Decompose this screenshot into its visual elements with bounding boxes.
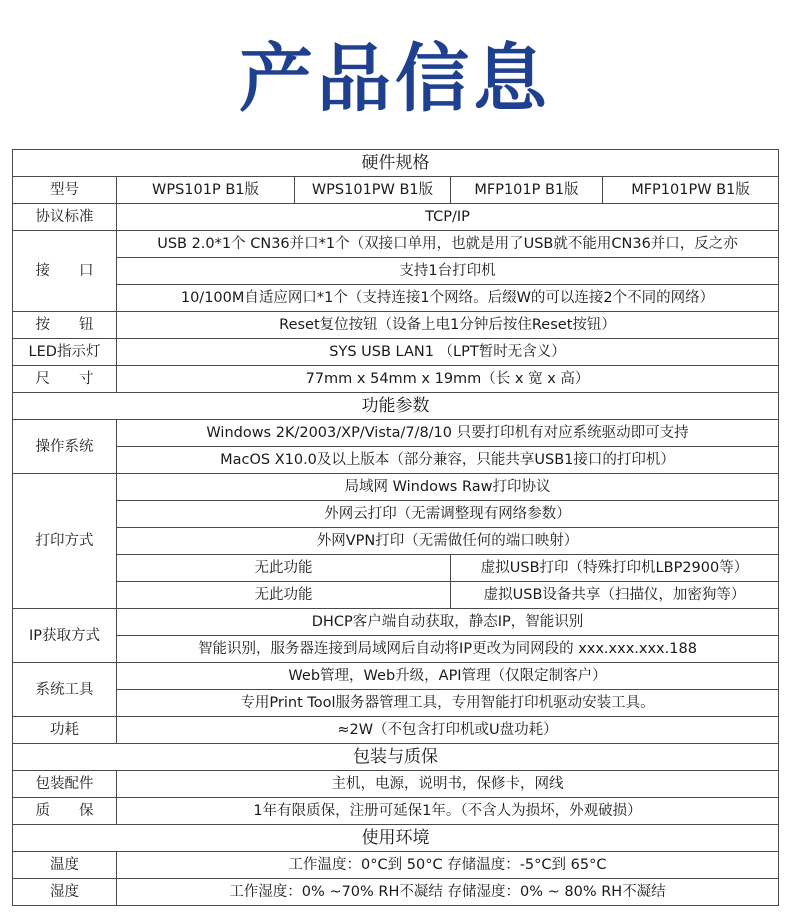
label-accessories: 包装配件	[13, 771, 117, 798]
label-led: LED指示灯	[13, 339, 117, 366]
value-print-right: 虚拟USB打印（特殊打印机LBP2900等）	[451, 555, 779, 582]
label-warranty: 质 保	[13, 798, 117, 825]
model-cell: MFP101P B1版	[451, 177, 603, 204]
section-row	[13, 393, 779, 420]
value-print: 外网VPN打印（无需做任何的端口映射）	[117, 528, 779, 555]
label-size: 尺 寸	[13, 366, 117, 393]
section-row	[13, 744, 779, 771]
page-title: 产品信息	[239, 36, 551, 122]
label-protocol: 协议标准	[13, 204, 117, 231]
model-cell: WPS101P B1版	[117, 177, 295, 204]
table-row	[13, 204, 779, 231]
label-interface: 接 口	[13, 231, 117, 312]
value-temperature: 工作温度：0°C到 50°C 存储温度：-5°C到 65°C	[117, 852, 779, 879]
label-humidity: 湿度	[13, 879, 117, 906]
value-led: SYS USB LAN1 （LPT暂时无含义）	[117, 339, 779, 366]
table-row	[13, 609, 779, 636]
value-ip: 智能识别，服务器连接到局域网后自动将IP更改为同网段的 xxx.xxx.xxx.188	[117, 636, 779, 663]
model-cell: WPS101PW B1版	[295, 177, 451, 204]
table-row	[13, 555, 779, 582]
table-row	[13, 420, 779, 447]
table-row	[13, 501, 779, 528]
value-interface: 支持1台打印机	[117, 258, 779, 285]
value-interface: 10/100M自适应网口*1个（支持连接1个网络。后缀W的可以连接2个不同的网络）	[117, 285, 779, 312]
label-os: 操作系统	[13, 420, 117, 474]
value-power: ≈2W（不包含打印机或U盘功耗）	[117, 717, 779, 744]
table-row	[13, 879, 779, 906]
table-row	[13, 474, 779, 501]
value-os: MacOS X10.0及以上版本（部分兼容，只能共享USB1接口的打印机）	[117, 447, 779, 474]
table-row	[13, 447, 779, 474]
table-row	[13, 717, 779, 744]
value-tools: Web管理，Web升级，API管理（仅限定制客户）	[117, 663, 779, 690]
table-row	[13, 231, 779, 258]
value-os: Windows 2K/2003/XP/Vista/7/8/10 只要打印机有对应系统驱动即可支持	[117, 420, 779, 447]
value-accessories: 主机，电源，说明书，保修卡，网线	[117, 771, 779, 798]
table-row	[13, 285, 779, 312]
value-print: 外网云打印（无需调整现有网络参数）	[117, 501, 779, 528]
label-button: 按 钮	[13, 312, 117, 339]
table-row	[13, 258, 779, 285]
value-print: 局域网 Windows Raw打印协议	[117, 474, 779, 501]
value-interface: USB 2.0*1个 CN36并口*1个（双接口单用，也就是用了USB就不能用CN36并口，反之亦	[117, 231, 779, 258]
table-row	[13, 636, 779, 663]
label-tools: 系统工具	[13, 663, 117, 717]
value-print-right: 虚拟USB设备共享（扫描仪，加密狗等）	[451, 582, 779, 609]
section-package: 包装与质保	[13, 744, 779, 771]
table-row	[13, 312, 779, 339]
label-model: 型号	[13, 177, 117, 204]
table-row	[13, 690, 779, 717]
table-row	[13, 528, 779, 555]
label-power: 功耗	[13, 717, 117, 744]
section-row	[13, 825, 779, 852]
table-row	[13, 366, 779, 393]
table-row	[13, 339, 779, 366]
label-print: 打印方式	[13, 474, 117, 609]
section-environment: 使用环境	[13, 825, 779, 852]
value-print-left: 无此功能	[117, 582, 451, 609]
label-ip: IP获取方式	[13, 609, 117, 663]
value-tools: 专用Print Tool服务器管理工具，专用智能打印机驱动安装工具。	[117, 690, 779, 717]
value-print-left: 无此功能	[117, 555, 451, 582]
value-humidity: 工作湿度：0% ~70% RH不凝结 存储湿度：0% ~ 80% RH不凝结	[117, 879, 779, 906]
table-row	[13, 852, 779, 879]
section-row	[13, 150, 779, 177]
table-row	[13, 798, 779, 825]
table-row	[13, 771, 779, 798]
section-hardware: 硬件规格	[13, 150, 779, 177]
value-button: Reset复位按钮（设备上电1分钟后按住Reset按钮）	[117, 312, 779, 339]
section-function: 功能参数	[13, 393, 779, 420]
label-temperature: 温度	[13, 852, 117, 879]
spec-table	[12, 149, 779, 906]
value-size: 77mm x 54mm x 19mm（长 x 宽 x 高）	[117, 366, 779, 393]
value-warranty: 1年有限质保，注册可延保1年。（不含人为损坏，外观破损）	[117, 798, 779, 825]
table-row	[13, 582, 779, 609]
table-row	[13, 663, 779, 690]
value-protocol: TCP/IP	[117, 204, 779, 231]
table-row	[13, 177, 779, 204]
value-ip: DHCP客户端自动获取，静态IP，智能识别	[117, 609, 779, 636]
model-cell: MFP101PW B1版	[603, 177, 779, 204]
